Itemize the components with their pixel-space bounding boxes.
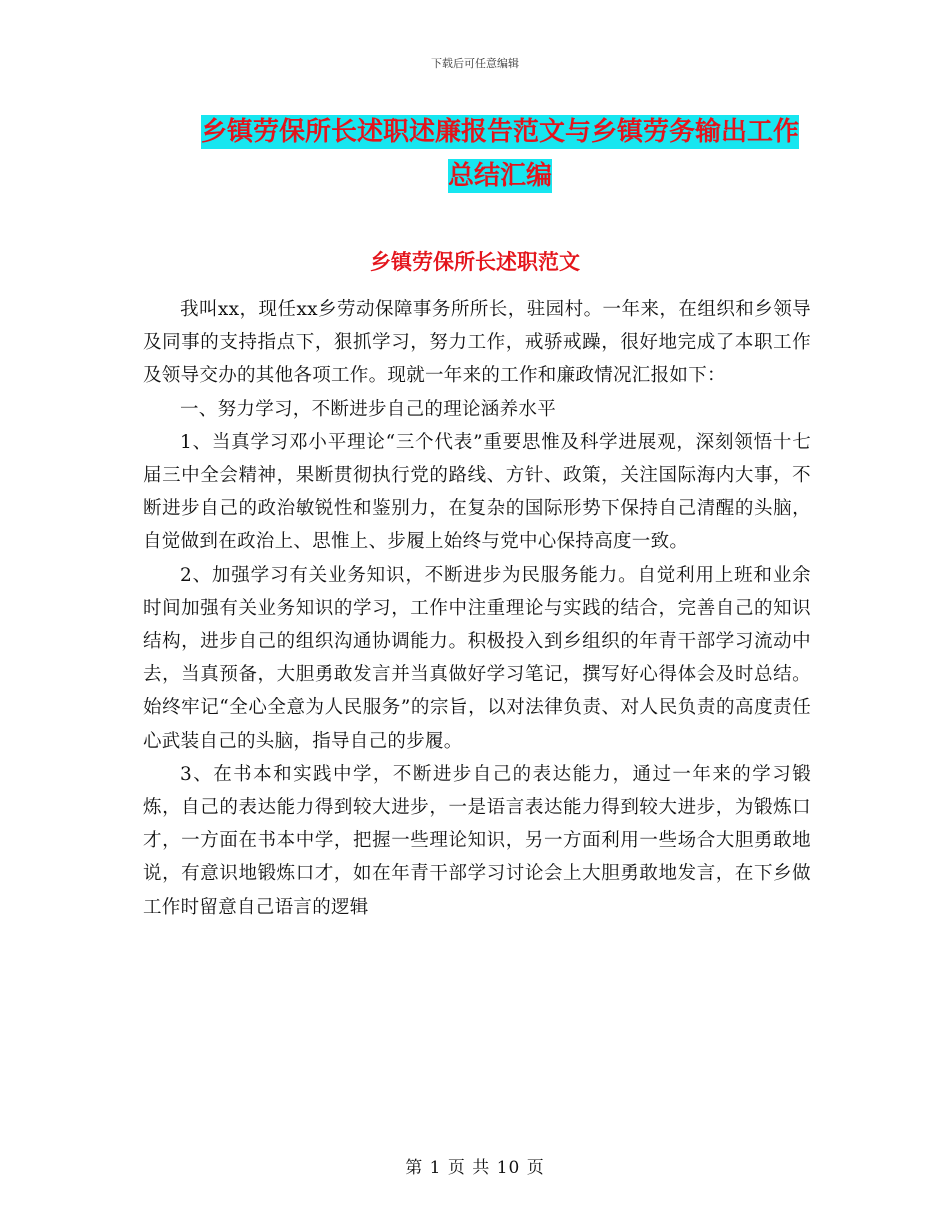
page-footer: 第 1 页 共 10 页: [405, 1158, 545, 1178]
paragraph-intro: 我叫xx，现任xx乡劳动保障事务所所长，驻园村。一年来，在组织和乡领导及同事的支持指点下，狠抓学习，努力工作，戒骄戒躁，很好地完成了本职工作及领导交办的其他各项工作。现就一年来的工作和廉政情况汇报如下：: [143, 299, 811, 387]
document-title: [140, 110, 860, 198]
section-title: 乡镇劳保所长述职范文: [370, 250, 580, 274]
paragraph-heading-1: 一、努力学习，不断进步自己的理论涵养水平: [180, 398, 557, 420]
paragraph-item-2: 2、加强学习有关业务知识，不断进步为民服务能力。自觉利用上班和业余时间加强有关业务知识的学习，工作中注重理论与实践的结合，完善自己的知识结构，进步自己的组织沟通协调能力。积极投入到乡组织的年青干部学习流动中去，当真预备，大胆勇敢发言并当真做好学习笔记，撰写好心得体会及时总结。始终牢记“全心全意为人民服务”的宗旨，以对法律负责、对人民负责的高度责任心武装自己的头脑，指导自己的步履。: [143, 564, 811, 752]
header-note: 下载后可任意编辑: [431, 57, 519, 70]
title-line-1: 乡镇劳保所长述职述廉报告范文与乡镇劳务输出工作: [200, 117, 799, 147]
document-body: [143, 293, 811, 924]
title-line-2: 总结汇编: [447, 161, 552, 191]
paragraph-item-3: 3、在书本和实践中学，不断进步自己的表达能力，通过一年来的学习锻炼，自己的表达能力得到较大进步，一是语言表达能力得到较大进步，为锻炼口才，一方面在书本中学，把握一些理论知识，另一方面利用一些场合大胆勇敢地说，有意识地锻炼口才，如在年青干部学习讨论会上大胆勇敢地发言，在下乡做工作时留意自己语言的逻辑: [143, 763, 811, 918]
paragraph-item-1: 1、当真学习邓小平理论“三个代表”重要思惟及科学进展观，深刻领悟十七届三中全会精神，果断贯彻执行党的路线、方针、政策，关注国际海内大事，不断进步自己的政治敏锐性和鉴别力，在复杂的国际形势下保持自己清醒的头脑，自觉做到在政治上、思惟上、步履上始终与党中心保持高度一致。: [143, 431, 811, 553]
